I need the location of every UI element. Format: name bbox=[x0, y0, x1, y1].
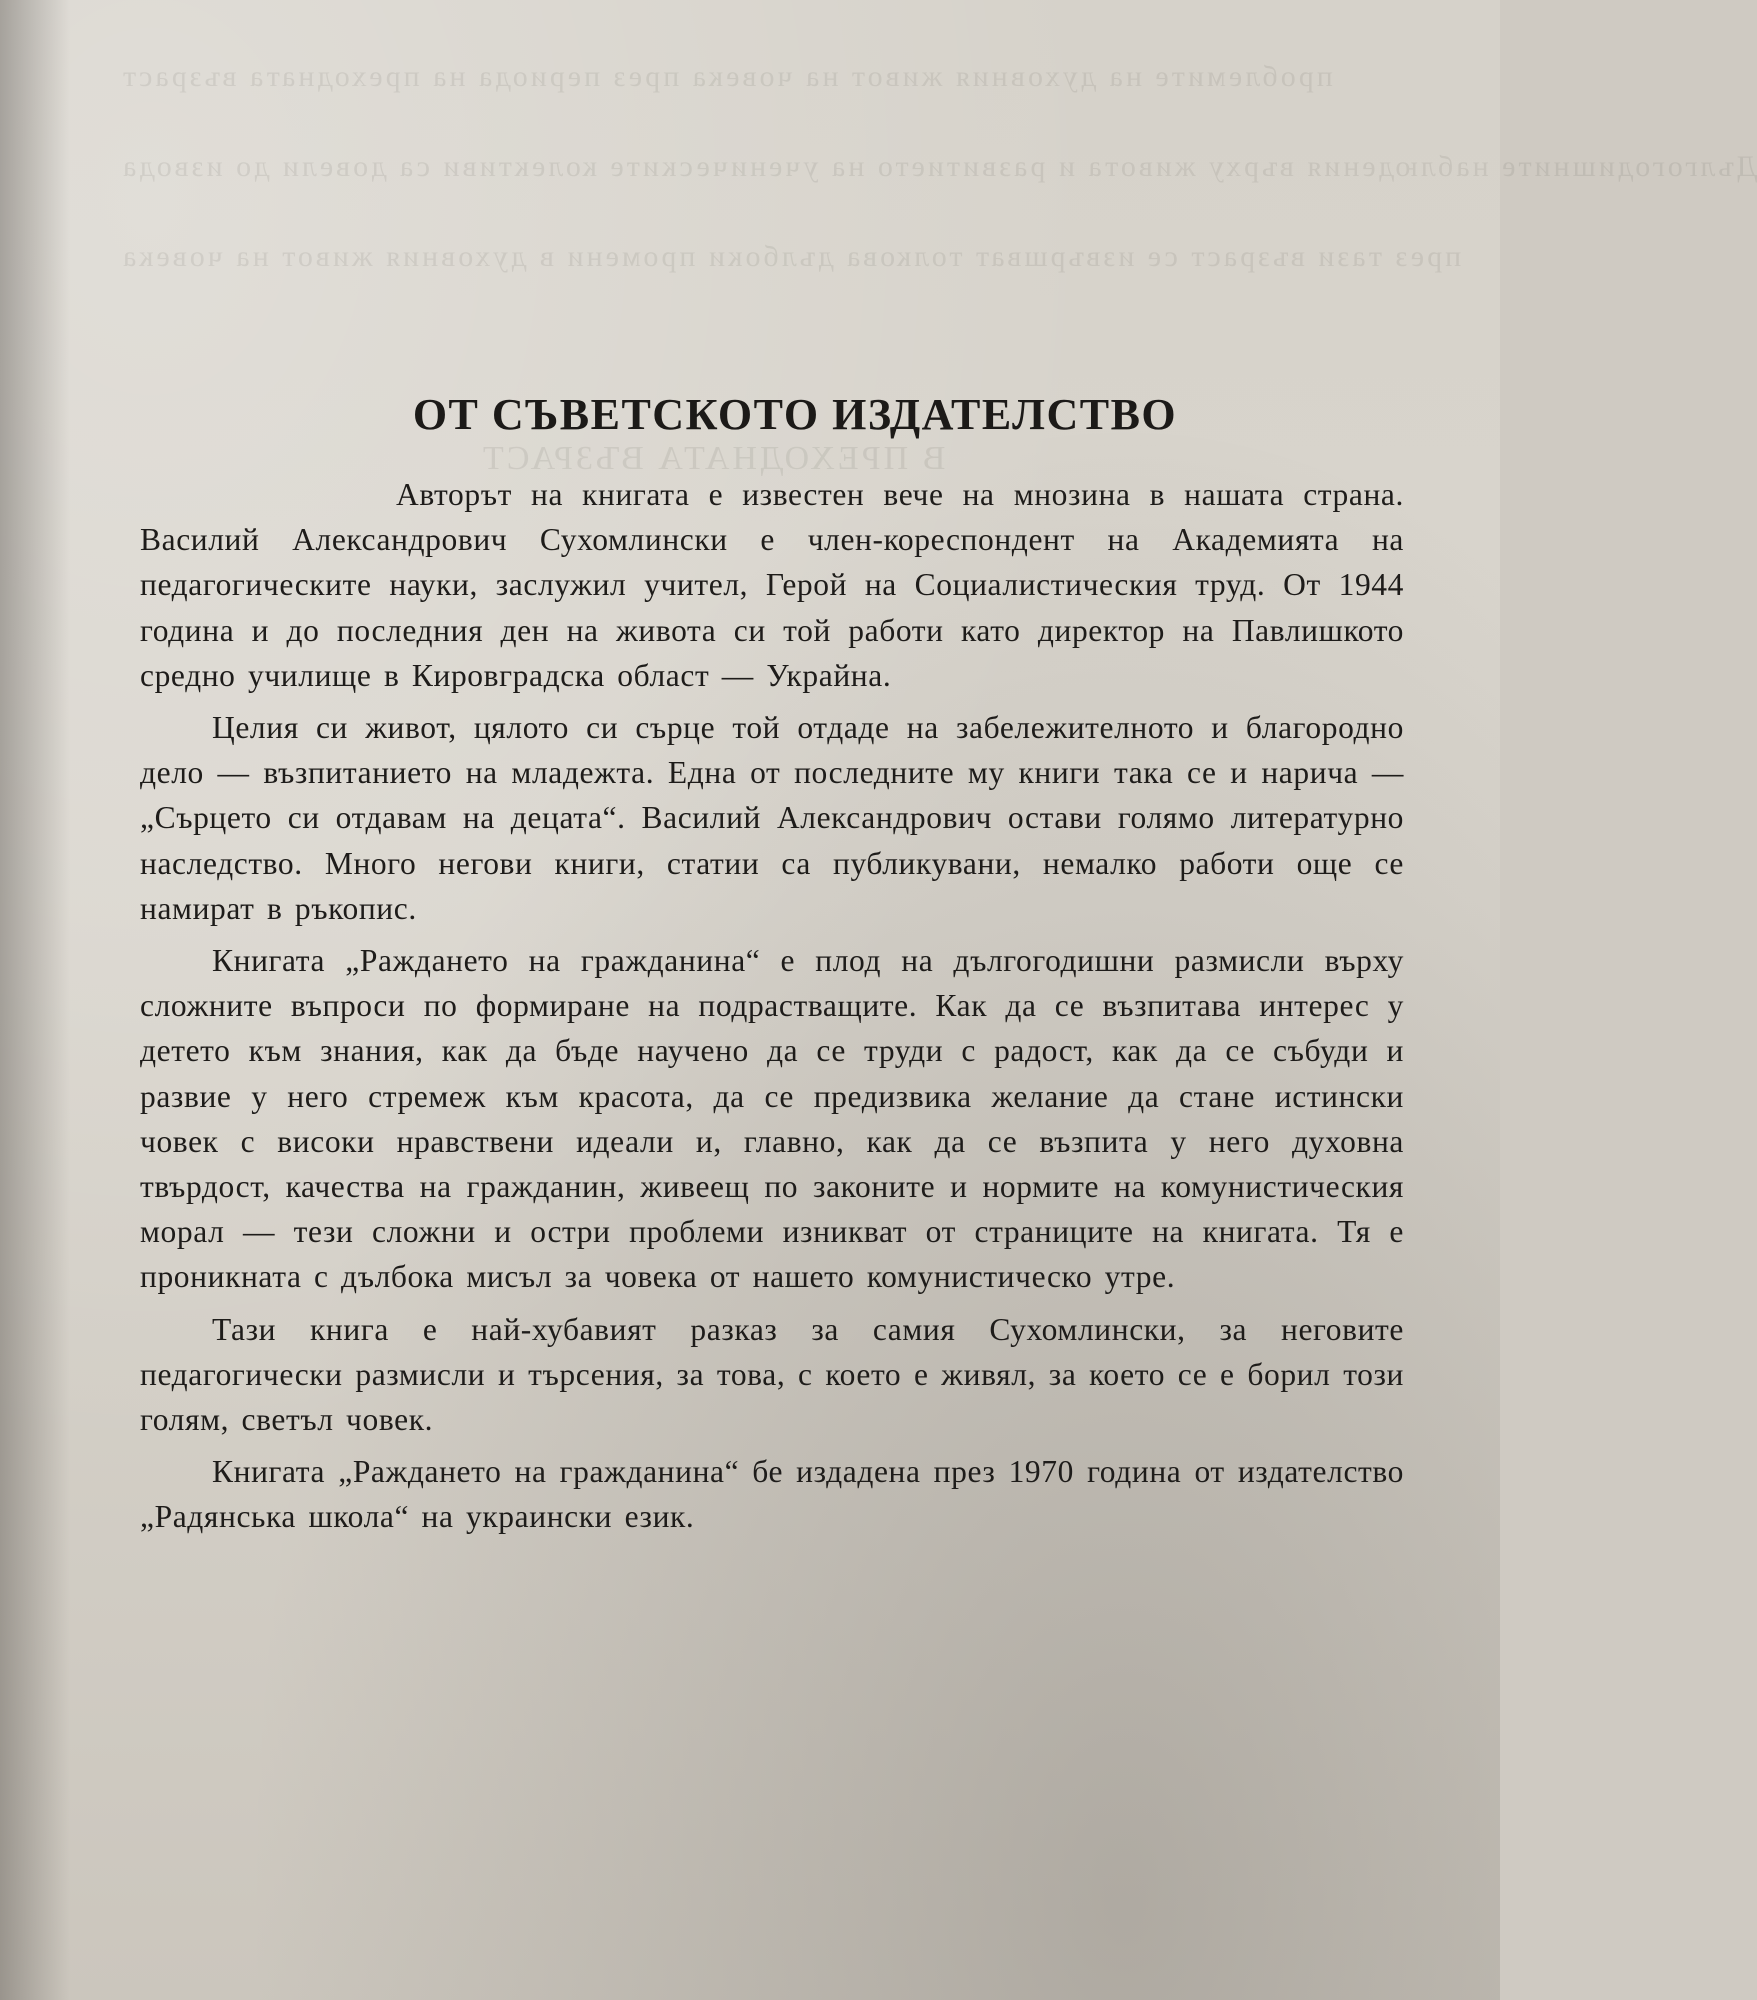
spine-shadow bbox=[0, 0, 70, 2000]
bleed-through-text: през тази възраст се извършват толкова дълбоки промени в духовния живот на човека bbox=[120, 240, 1462, 273]
bleed-through-text: В ПРЕХОДНАТА ВЪЗРАСТ bbox=[480, 440, 946, 477]
page-title: ОТ СЪВЕТСКОТО ИЗДАТЕЛСТВО bbox=[412, 390, 1178, 440]
paragraph: Книгата „Раждането на гражданина“ е плод на дългогодишни размисли върху сложните въпроси по формиране на подрастващите. Как да се възпитава интерес у детето към знания, как да бъде научено да се труди с радост, как да се събуди и развие у него стремеж към красота, да се предизвика желание да стане истински човек с високи нравствени идеали и, главно, как да се възпита у него духовна твърдост, качества на гражданин, живеещ по законите и нормите на комунистическия морал — тези сложни и остри проблеми изникват от страниците на книгата. Тя е проникната с дълбока мисъл за човека от нашето комунистическо утре. bbox=[140, 943, 1404, 1295]
paragraph: Книгата „Раждането на гражданина“ бе издадена през 1970 година от издателство „Радянська школа“ на украински език. bbox=[140, 1454, 1404, 1535]
bleed-through-text: проблемите на духовния живот на човека през периода на преходната възраст bbox=[120, 60, 1333, 93]
paragraph: Авторът на книгата е известен вече на мнозина в нашата страна. Василий Александрович Сухомлински е член-кореспондент на Академията на педагогическите науки, заслужил учител, Герой на Социалистическия труд. От 1944 година и до последния ден на живота си той работи като директор на Павлишкото средно училище в Кировградска област — Украйна. bbox=[140, 477, 1404, 693]
body-text bbox=[140, 472, 1404, 1547]
paragraph: Тази книга е най-хубавият разказ за самия Сухомлински, за неговите педагогически размисли и търсения, за това, с което е живял, за което се е борил този голям, светъл човек. bbox=[140, 1311, 1404, 1438]
paragraph: Целия си живот, цялото си сърце той отдаде на забележителното и благородно дело — възпитанието на младежта. Една от последните му книги така се и нарича — „Сърцето си отдавам на децата“. Василий Александрович остави голямо литературно наследство. Много негови книги, статии са публикувани, немалко работи още се намират в ръкопис. bbox=[140, 710, 1404, 926]
bleed-through-text: Дългогодишните наблюдения върху живота и развитието на ученическите колективи са довели до извода bbox=[120, 150, 1757, 183]
